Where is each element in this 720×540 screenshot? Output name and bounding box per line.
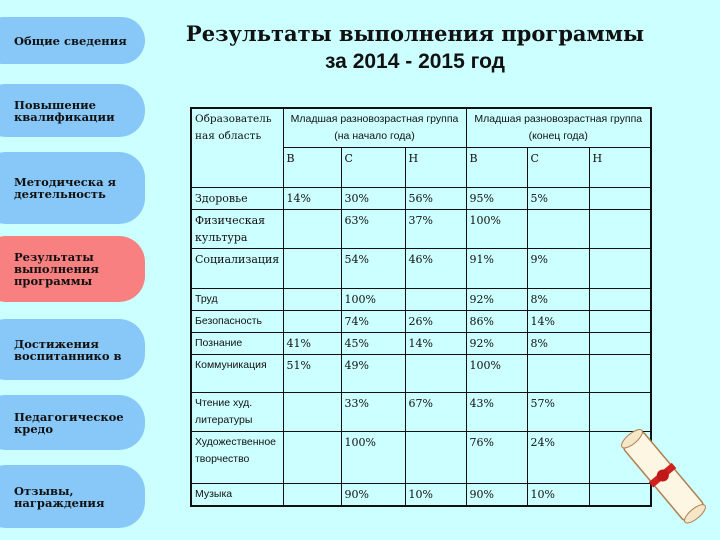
value-cell xyxy=(405,355,466,393)
header-area: Образователь ная область xyxy=(191,108,283,188)
sidebar-item-4[interactable] xyxy=(0,236,145,302)
value-cell: 74% xyxy=(341,311,405,333)
subheader-start-2: Н xyxy=(405,148,466,188)
value-cell: 45% xyxy=(341,333,405,355)
value-cell: 92% xyxy=(466,333,527,355)
area-cell: Коммуникация xyxy=(191,355,283,393)
value-cell: 95% xyxy=(466,188,527,210)
table-row xyxy=(191,355,651,393)
value-cell xyxy=(589,188,651,210)
value-cell xyxy=(283,289,341,311)
value-cell: 10% xyxy=(405,484,466,507)
area-cell: Художественное творчество xyxy=(191,432,283,484)
sidebar-item-7[interactable] xyxy=(0,465,145,528)
value-cell xyxy=(589,249,651,289)
value-cell: 37% xyxy=(405,210,466,249)
value-cell: 30% xyxy=(341,188,405,210)
value-cell xyxy=(527,355,589,393)
value-cell xyxy=(405,432,466,484)
value-cell: 43% xyxy=(466,393,527,432)
sidebar-item-6[interactable] xyxy=(0,395,145,450)
subheader-start-0: В xyxy=(283,148,341,188)
value-cell: 51% xyxy=(283,355,341,393)
sidebar-item-5[interactable] xyxy=(0,319,145,380)
sidebar-item-label: Общие сведения xyxy=(14,33,127,48)
value-cell: 90% xyxy=(466,484,527,507)
value-cell xyxy=(589,333,651,355)
sidebar-item-label: Повышение квалификации xyxy=(14,97,115,124)
value-cell: 8% xyxy=(527,333,589,355)
page-title xyxy=(180,20,650,76)
value-cell xyxy=(283,311,341,333)
sidebar-item-1[interactable] xyxy=(0,17,145,64)
value-cell: 46% xyxy=(405,249,466,289)
value-cell: 100% xyxy=(341,289,405,311)
subheader-start-1: С xyxy=(341,148,405,188)
area-cell: Социализация xyxy=(191,249,283,289)
table-row xyxy=(191,188,651,210)
value-cell xyxy=(283,484,341,507)
value-cell: 67% xyxy=(405,393,466,432)
value-cell: 91% xyxy=(466,249,527,289)
value-cell: 54% xyxy=(341,249,405,289)
value-cell: 92% xyxy=(466,289,527,311)
value-cell xyxy=(283,393,341,432)
value-cell xyxy=(527,210,589,249)
value-cell: 5% xyxy=(527,188,589,210)
value-cell: 57% xyxy=(527,393,589,432)
value-cell: 86% xyxy=(466,311,527,333)
diploma-scroll-icon xyxy=(620,420,710,530)
value-cell: 76% xyxy=(466,432,527,484)
value-cell: 41% xyxy=(283,333,341,355)
table-row xyxy=(191,289,651,311)
value-cell xyxy=(589,210,651,249)
title-line-1: Результаты выполнения программы xyxy=(185,21,645,46)
sidebar-item-label: Отзывы, награждения xyxy=(14,483,105,510)
value-cell: 63% xyxy=(341,210,405,249)
value-cell xyxy=(589,355,651,393)
value-cell xyxy=(589,289,651,311)
sidebar-item-label: Результаты выполнения программы xyxy=(14,250,99,288)
value-cell: 100% xyxy=(466,355,527,393)
area-cell: Познание xyxy=(191,333,283,355)
results-table xyxy=(190,107,652,507)
table-row xyxy=(191,210,651,249)
value-cell: 8% xyxy=(527,289,589,311)
sidebar-item-label: Достижения воспитаннико в xyxy=(14,336,122,363)
value-cell: 100% xyxy=(466,210,527,249)
area-cell: Труд xyxy=(191,289,283,311)
sidebar-item-label: Методическа я деятельность xyxy=(14,175,117,201)
subheader-end-0: В xyxy=(466,148,527,188)
area-cell: Физическая культура xyxy=(191,210,283,249)
area-cell: Музыка xyxy=(191,484,283,507)
table-row xyxy=(191,249,651,289)
subheader-end-1: С xyxy=(527,148,589,188)
table-row xyxy=(191,484,651,507)
value-cell: 49% xyxy=(341,355,405,393)
value-cell: 100% xyxy=(341,432,405,484)
value-cell: 14% xyxy=(527,311,589,333)
table-row xyxy=(191,432,651,484)
value-cell: 10% xyxy=(527,484,589,507)
value-cell xyxy=(283,432,341,484)
table-row xyxy=(191,393,651,432)
table-row xyxy=(191,311,651,333)
sidebar-item-label: Педагогическое кредо xyxy=(14,409,124,436)
header-group-start: Младшая разновозрастная группа (на начало года) xyxy=(283,108,466,148)
value-cell: 90% xyxy=(341,484,405,507)
sidebar-item-2[interactable] xyxy=(0,84,145,137)
sidebar-item-3[interactable] xyxy=(0,152,145,224)
title-line-2: за 2014 - 2015 год xyxy=(325,50,505,73)
area-cell: Здоровье xyxy=(191,188,283,210)
value-cell: 14% xyxy=(405,333,466,355)
value-cell: 24% xyxy=(527,432,589,484)
table-row xyxy=(191,333,651,355)
value-cell xyxy=(283,249,341,289)
value-cell xyxy=(283,210,341,249)
value-cell: 14% xyxy=(283,188,341,210)
value-cell: 33% xyxy=(341,393,405,432)
value-cell: 26% xyxy=(405,311,466,333)
value-cell xyxy=(589,311,651,333)
subheader-end-2: Н xyxy=(589,148,651,188)
value-cell xyxy=(405,289,466,311)
area-cell: Безопасность xyxy=(191,311,283,333)
value-cell: 56% xyxy=(405,188,466,210)
area-cell: Чтение худ. литературы xyxy=(191,393,283,432)
value-cell: 9% xyxy=(527,249,589,289)
header-group-end: Младшая разновозрастная группа (конец года) xyxy=(466,108,651,148)
